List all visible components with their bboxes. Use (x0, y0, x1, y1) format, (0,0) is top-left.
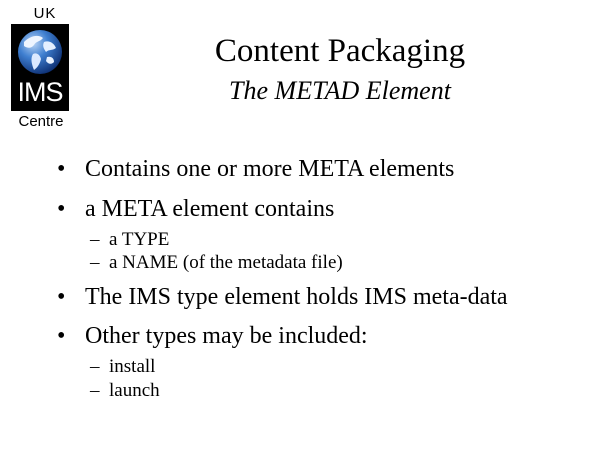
sub-bullet-text: launch (109, 380, 160, 401)
sub-bullet-item (90, 252, 343, 274)
bullet-item (57, 322, 368, 350)
bullet-text: The IMS type element holds IMS meta-data (85, 284, 508, 310)
bullet-dot-icon: • (57, 284, 66, 310)
logo-uk-text: UK (33, 5, 57, 22)
bullet-dot-icon: • (57, 196, 66, 222)
sub-bullet-text: install (109, 356, 156, 377)
sub-bullet-text: a NAME (of the metadata file) (109, 252, 343, 273)
bullet-text: a META element contains (85, 196, 335, 222)
dash-icon: – (90, 380, 100, 401)
dash-icon: – (90, 252, 100, 273)
sub-bullet-text: a TYPE (109, 229, 170, 250)
sub-bullet-item (90, 356, 155, 378)
bullet-text: Contains one or more META elements (85, 156, 455, 182)
ims-logo (11, 24, 69, 111)
sub-bullet-item (90, 229, 169, 251)
bullet-dot-icon: • (57, 323, 66, 349)
dash-icon: – (90, 356, 100, 377)
slide-title: Content Packaging (214, 33, 466, 69)
bullet-item (57, 195, 334, 223)
logo-centre-text: Centre (18, 113, 64, 130)
bullet-item (57, 283, 508, 311)
dash-icon: – (90, 229, 100, 250)
bullet-dot-icon: • (57, 156, 66, 182)
logo-ims-text: IMS (17, 77, 63, 107)
sub-bullet-item (90, 380, 160, 402)
slide-subtitle: The METAD Element (229, 76, 451, 105)
bullet-item (57, 155, 454, 183)
bullet-text: Other types may be included: (85, 323, 368, 349)
globe-icon (16, 28, 64, 76)
